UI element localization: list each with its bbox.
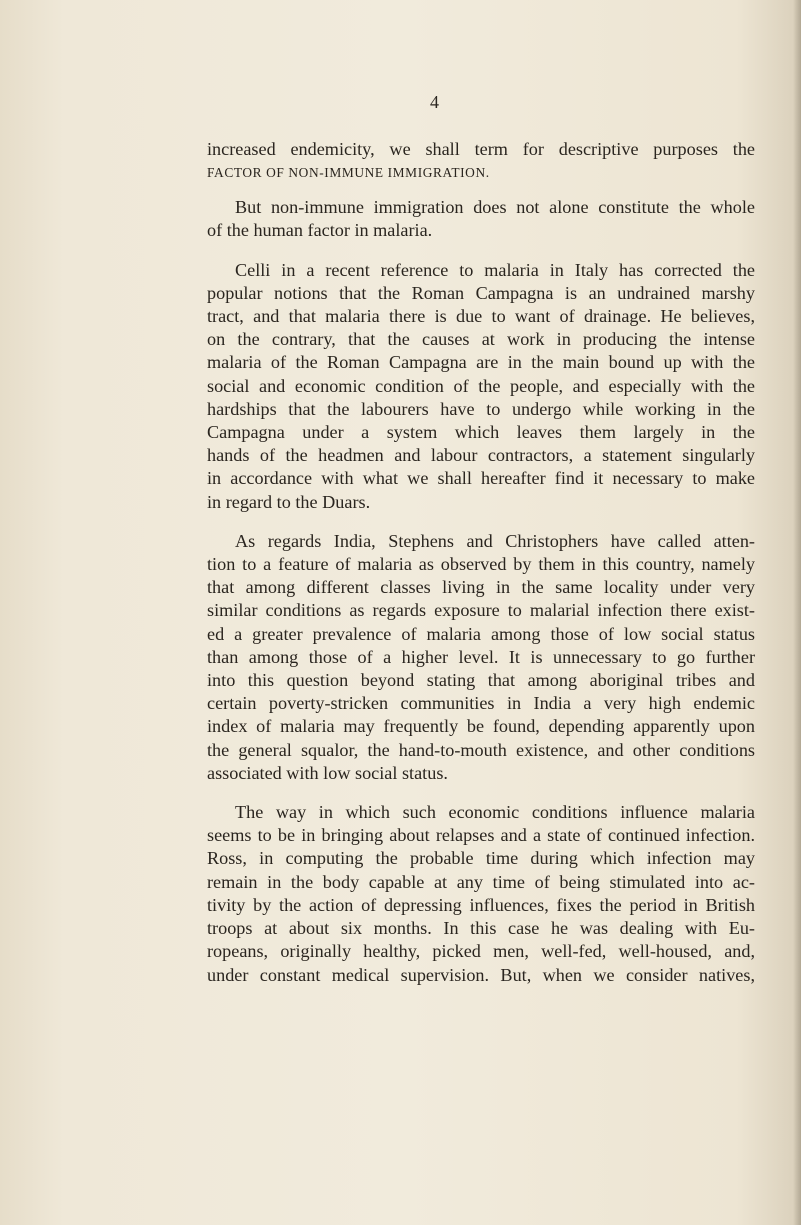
text-line: of the human factor in malaria. [207,220,433,241]
paragraph [207,196,755,242]
text-line: hardships that the labourers have to undergo while working in the [207,398,755,419]
text-line: Campagna under a system which leaves them largely in the [207,422,755,443]
text-line: than among those of a higher level. It is unnecessary to go further [207,646,755,667]
text-line: the general squalor, the hand-to-mouth existence, and other conditions [207,739,755,760]
text-line: similar conditions as regards exposure to malarial infection there exist- [207,600,755,621]
text-line: that among different classes living in the same locality under very [207,577,755,598]
text-line: in regard to the Duars. [207,491,371,512]
text-line: Ross, in computing the probable time during which infection may [207,848,755,869]
text-line: index of malaria may frequently be found, depending apparently upon [207,716,755,737]
text-line: social and economic condition of the people, and especially with the [207,375,755,396]
text-line: in accordance with what we shall hereafter find it necessary to make [207,468,755,489]
text-line: into this question beyond stating that among aboriginal tribes and [207,670,755,691]
page-edge-shadow [793,0,801,1225]
text-line: But non-immune immigration does not alone constitute the whole [235,197,755,218]
paragraph [207,259,755,514]
text-line: hands of the headmen and labour contractors, a statement singularly [207,445,755,466]
text-line: tract, and that malaria there is due to want of drainage. He believes, [207,306,755,327]
text-line: The way in which such economic conditions influence malaria [235,802,755,823]
text-line: Celli in a recent reference to malaria in Italy has corrected the [235,259,755,280]
text-line: associated with low social status. [207,762,448,783]
section-heading: FACTOR OF NON-IMMUNE IMMIGRATION. [207,165,490,181]
text-line: increased endemicity, we shall term for descriptive purposes the [207,139,755,159]
text-line: on the contrary, that the causes at work in producing the intense [207,329,755,350]
paragraph [207,801,755,987]
text-line: As regards India, Stephens and Christophers have called atten- [235,530,755,551]
text-line: tivity by the action of depressing influences, fixes the period in British [207,894,755,915]
page-number: 4 [430,92,439,112]
text-line: troops at about six months. In this case he was dealing with Eu- [207,918,755,939]
text-line: under constant medical supervision. But, when we consider natives, [207,964,755,985]
paragraph [207,530,755,785]
text-line: remain in the body capable at any time of being stimulated into ac- [207,871,755,892]
text-line: popular notions that the Roman Campagna is an undrained marshy [207,282,755,303]
text-line: certain poverty-stricken communities in India a very high endemic [207,693,755,714]
text-line: malaria of the Roman Campagna are in the main bound up with the [207,352,755,373]
text-line: ed a greater prevalence of malaria among those of low social status [207,623,755,644]
body-text [207,138,755,987]
text-line: ropeans, originally healthy, picked men, well-fed, well-housed, and, [207,941,755,962]
text-line: tion to a feature of malaria as observed by them in this country, namely [207,554,755,575]
text-line: seems to be in bringing about relapses and a state of continued infection. [207,825,755,846]
